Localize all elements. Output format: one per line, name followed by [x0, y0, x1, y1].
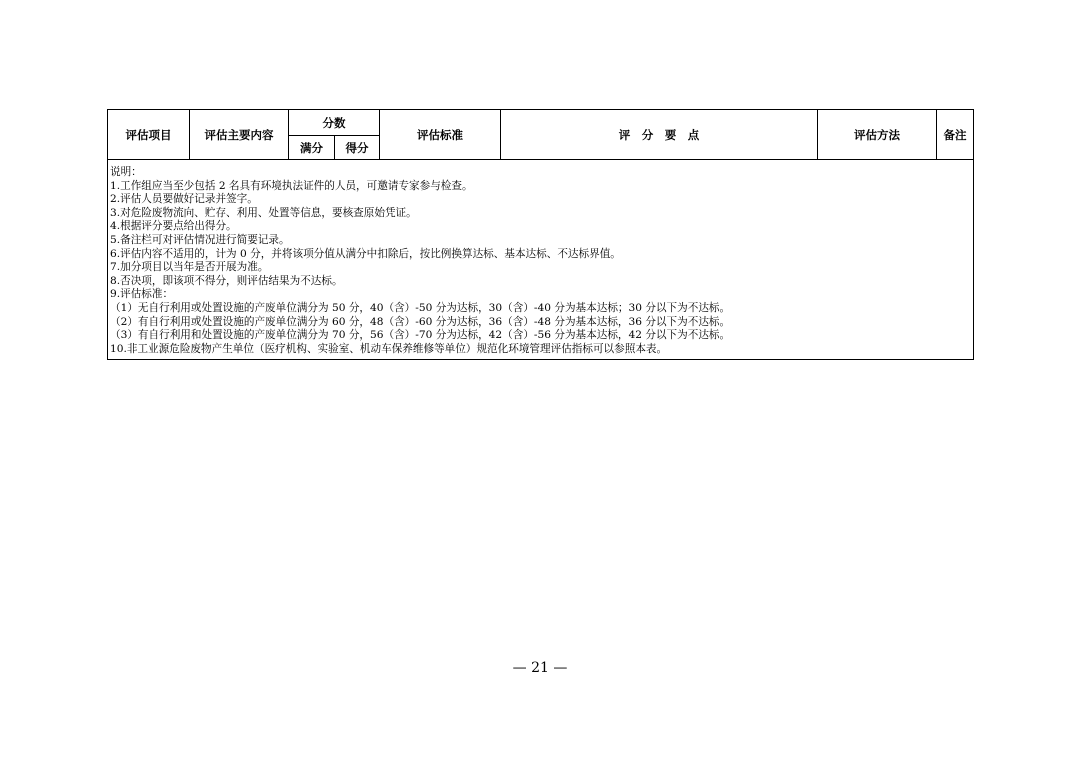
- notes-line: 5.备注栏可对评估情况进行简要记录。: [110, 233, 290, 246]
- notes-line: 3.对危险废物流向、贮存、利用、处置等信息，要核查原始凭证。: [110, 206, 417, 219]
- header-method: 评估方法: [818, 110, 937, 160]
- notes-line: 7.加分项目以当年是否开展为准。: [110, 261, 269, 274]
- notes-subline: （2）有自行利用或处置设施的产废单位满分为 60 分，48（含）-60 分为达标，36（含）-48 分为基本达标，36 分以下为不达标。: [110, 315, 731, 328]
- notes-subline: （3）有自行利用和处置设施的产废单位满分为 70 分，56（含）-70 分为达标，42（含）-56 分为基本达标，42 分以下为不达标。: [110, 329, 731, 342]
- notes-line: 6.评估内容不适用的，计为 0 分，并将该项分值从满分中扣除后，按比例换算达标、基本达标、不达标界值。: [110, 247, 621, 260]
- notes-line: 9.评估标准：: [110, 288, 174, 301]
- notes-cell: [108, 160, 974, 360]
- notes-line: 4.根据评分要点给出得分。: [110, 220, 237, 233]
- notes-subline: （1）无自行利用或处置设施的产废单位满分为 50 分，40（含）-50 分为达标，30（含）-40 分为基本达标；30 分以下为不达标。: [110, 301, 731, 314]
- evaluation-table: [107, 109, 974, 360]
- header-content: 评估主要内容: [190, 110, 289, 160]
- notes-line: 8.否决项，即该项不得分，则评估结果为不达标。: [110, 274, 343, 287]
- notes-line: 2.评估人员要做好记录并签字。: [110, 193, 258, 206]
- header-got-score: 得分: [335, 136, 380, 160]
- header-full-score: 满分: [289, 136, 335, 160]
- header-score: 分数: [289, 110, 380, 136]
- notes-title: 说明：: [110, 166, 142, 178]
- header-remark: 备注: [937, 110, 974, 160]
- header-row-top: [108, 110, 974, 136]
- notes-line: 10.非工业源危险废物产生单位（医疗机构、实验室、机动车保养维修等单位）规范化环境管理评估指标可以参照本表。: [110, 342, 668, 355]
- notes-row: [108, 160, 974, 360]
- notes-line: 1.工作组应当至少包括 2 名具有环境执法证件的人员，可邀请专家参与检查。: [110, 179, 473, 192]
- header-standard: 评估标准: [380, 110, 501, 160]
- header-item: 评估项目: [108, 110, 190, 160]
- header-points: 评 分 要 点: [501, 110, 818, 160]
- page-number: — 21 —: [512, 660, 568, 676]
